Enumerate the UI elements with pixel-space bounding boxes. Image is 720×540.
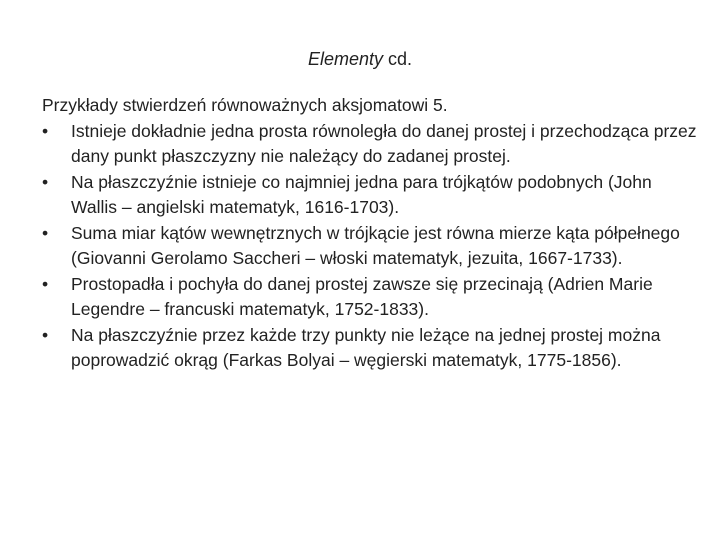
bullet-icon: •	[42, 171, 49, 192]
bullet-item	[42, 272, 702, 323]
bullet-icon: •	[42, 120, 49, 141]
bullet-text: Na płaszczyźnie istnieje co najmniej jedna para trójkątów podobnych (John Wallis – angielski matematyk, 1616-1703).	[71, 171, 652, 217]
slide-title-rest: cd.	[383, 49, 413, 69]
slide-title	[0, 46, 720, 72]
bullet-icon: •	[42, 222, 49, 243]
bullet-item	[42, 221, 702, 272]
slide-title-italic: Elementy	[307, 49, 384, 69]
bullet-item	[42, 323, 702, 374]
slide-content	[42, 93, 702, 374]
bullet-list	[42, 119, 702, 374]
bullet-item	[42, 119, 702, 170]
bullet-text: Prostopadła i pochyła do danej prostej zawsze się przecinają (Adrien Marie Legendre – francuski matematyk, 1752-1833).	[71, 273, 653, 319]
bullet-text: Suma miar kątów wewnętrznych w trójkącie jest równa mierze kąta półpełnego (Giovanni Gerolamo Saccheri – włoski matematyk, jezuita, 1667-1733).	[71, 222, 680, 268]
bullet-text: Na płaszczyźnie przez każde trzy punkty nie leżące na jednej prostej można poprowadzić okrąg (Farkas Bolyai – węgierski matematyk, 1775-1856).	[71, 324, 661, 370]
bullet-text: Istnieje dokładnie jedna prosta równoległa do danej prostej i przechodząca przez dany punkt płaszczyzny nie należący do zadanej prostej.	[71, 120, 697, 166]
bullet-item	[42, 170, 702, 221]
bullet-icon: •	[42, 273, 49, 294]
bullet-icon: •	[42, 324, 49, 345]
intro-text: Przykłady stwierdzeń równoważnych aksjomatowi 5.	[42, 95, 448, 115]
